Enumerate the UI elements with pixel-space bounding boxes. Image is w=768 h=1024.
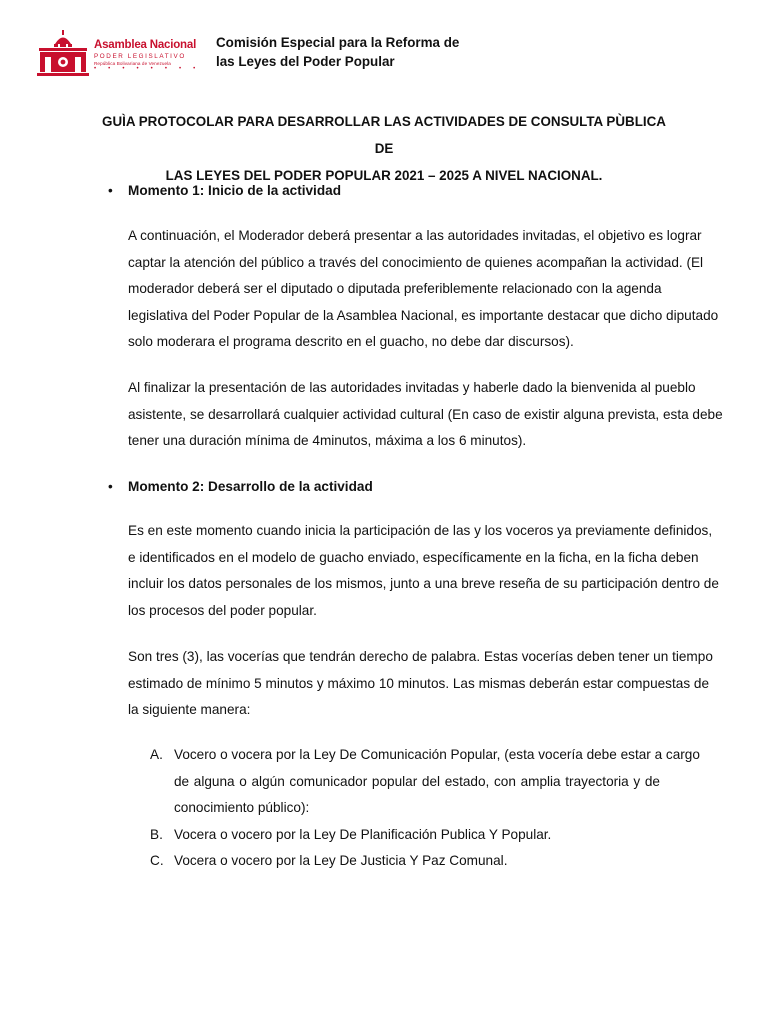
text-line: moderador deberá ser el diputado o diputada preferiblemente relacionado con la agenda	[128, 281, 662, 296]
title-line: LAS LEYES DEL PODER POPULAR 2021 – 2025 A NIVEL NACIONAL.	[165, 168, 603, 183]
list-item	[150, 742, 700, 822]
text-line: incluir los datos personales de los mismos, junto a una breve reseña de su participación dentro de	[128, 576, 719, 591]
list-marker: B.	[150, 826, 163, 842]
text-line: Vocero o vocera por la Ley De Comunicación Popular, (esta vocería debe estar a cargo	[174, 747, 700, 762]
commission-title	[216, 33, 476, 71]
moment2-paragraph-2	[128, 644, 713, 724]
text-line: la siguiente manera:	[128, 702, 251, 717]
document-title	[100, 108, 668, 189]
page-header	[36, 28, 736, 84]
text-line: Es en este momento cuando inicia la participación de las y los voceros ya previamente definidos,	[128, 523, 713, 538]
text-line: tener una duración mínima de 4minutos, máxima a los 6 minutos).	[128, 433, 527, 448]
commission-line: las Leyes del Poder Popular	[216, 54, 395, 69]
heading-text: Momento 2: Desarrollo de la actividad	[128, 479, 373, 494]
asamblea-nacional-logo	[36, 28, 206, 80]
moment1-heading	[108, 182, 342, 200]
logo-country: República Bolivariana de Venezuela	[94, 61, 171, 66]
moment2-heading	[108, 478, 373, 496]
text-line: estimado de mínimo 5 minutos y máximo 10 minutos. Las mismas deberán estar compuestas de	[128, 675, 710, 691]
moment2-paragraph-1	[128, 518, 719, 624]
list-item	[150, 848, 660, 875]
spokesperson-list	[150, 742, 700, 875]
list-item	[150, 822, 660, 849]
text-line: captar la atención del público a través del conocimiento de quienes acompañan la actividad. (El	[128, 254, 704, 270]
capitol-building-icon	[36, 28, 92, 78]
commission-line: Comisión Especial para la Reforma de	[216, 35, 460, 50]
text-line: Vocera o vocero por la Ley De Planificación Publica Y Popular.	[174, 826, 552, 842]
text-line: A continuación, el Moderador deberá presentar a las autoridades invitadas, el objetivo es lograr	[128, 228, 702, 243]
bullet: •	[108, 183, 113, 198]
title-line: GUÌA PROTOCOLAR PARA DESARROLLAR LAS ACTIVIDADES DE CONSULTA PÙBLICA DE	[102, 114, 666, 156]
text-line: Al finalizar la presentación de las autoridades invitadas y haberle dado la bienvenida al pueblo	[128, 380, 696, 395]
moment1-paragraph-1	[128, 223, 719, 356]
logo-subtitle: PODER LEGISLATIVO	[94, 53, 186, 60]
heading-text: Momento 1: Inicio de la actividad	[128, 183, 342, 198]
text-line: de alguna o algún comunicador popular del estado, con amplia trayectoria y de	[174, 773, 660, 789]
text-line: los procesos del poder popular.	[128, 602, 317, 618]
logo-name: Asamblea Nacional	[94, 39, 197, 51]
text-line: asistente, se desarrollará cualquier actividad cultural (En caso de existir alguna prevista, esta debe	[128, 406, 723, 422]
text-line: e identificados en el modelo de guacho enviado, específicamente en la ficha, en la ficha deben	[128, 549, 699, 565]
logo-dots: • • • • • • • •	[94, 66, 201, 72]
text-line: Vocera o vocero por la Ley De Justicia Y Paz Comunal.	[174, 853, 508, 868]
text-line: conocimiento público):	[174, 800, 310, 815]
list-marker: A.	[150, 747, 163, 762]
moment1-paragraph-2	[128, 375, 723, 455]
list-marker: C.	[150, 853, 164, 868]
text-line: Son tres (3), las vocerías que tendrán derecho de palabra. Estas vocerías deben tener un tiempo	[128, 649, 713, 664]
text-line: solo moderara el programa descrito en el guacho, no debe dar discursos).	[128, 334, 574, 349]
text-line: legislativa del Poder Popular de la Asamblea Nacional, es importante destacar que dicho diputado	[128, 307, 719, 323]
bullet: •	[108, 479, 113, 494]
